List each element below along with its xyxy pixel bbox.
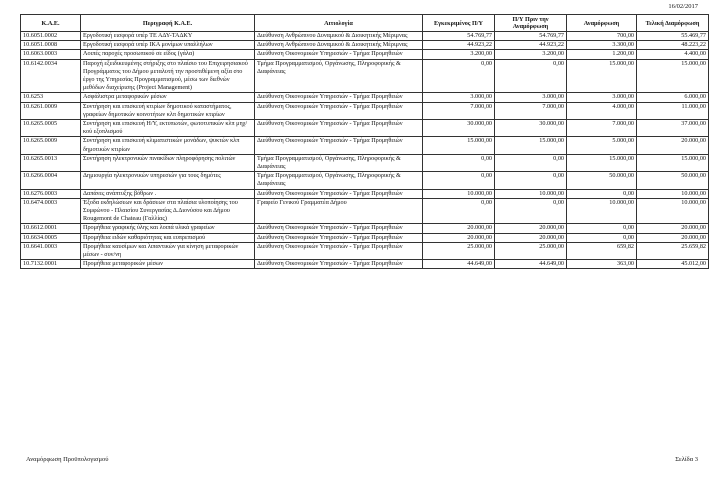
table-row <box>21 154 709 171</box>
cell-before: 25.000,00 <box>495 242 567 259</box>
cell-description: Παροχή εξειδικευμένης στήριξης στο πλαίσιο του Επιχειρησιακού Προγράμματος του Δήμου μεταλυτή την προστιθέμενη αξία στο έργο της Υπηρεσίας Προγραμματισμού, μέσω των διεθνών μεθόδων διαχείρισης (Project Management) <box>81 59 255 93</box>
column-header-kae: Κ.Α.Ε. <box>21 15 81 32</box>
cell-description: Συντήρηση ηλεκτρονικών πινακίδων πληροφόρησης πολιτών <box>81 154 255 171</box>
cell-approved: 0,00 <box>423 59 495 93</box>
table-row <box>21 260 709 269</box>
cell-responsible: Διεύθυνση Οικονομικών Υπηρεσιών - Τμήμα Προμηθειών <box>255 50 423 59</box>
cell-responsible: Διεύθυνση Οικονομικών Υπηρεσιών - Τμήμα Προμηθειών <box>255 233 423 242</box>
cell-approved: 25.000,00 <box>423 242 495 259</box>
cell-description: Προμήθεια ειδών καθαριότητας και ευπρεπισμού <box>81 233 255 242</box>
cell-kae: 10.6641.0003 <box>21 242 81 259</box>
cell-kae: 10.6265.0013 <box>21 154 81 171</box>
cell-description: Δημιουργία ηλεκτρονικών υπηρεσιών για τους δημότες <box>81 172 255 189</box>
table-row <box>21 32 709 41</box>
cell-responsible: Γραφείο Γενικού Γραμματέα Δήμου <box>255 198 423 224</box>
cell-responsible: Τμήμα Προγραμματισμού, Οργάνωσης, Πληροφορικής & Διαφάνειας <box>255 172 423 189</box>
cell-approved: 15.000,00 <box>423 137 495 154</box>
cell-before: 44.649,00 <box>495 260 567 269</box>
cell-description: Συντήρηση και επισκευή Η/Υ, εκτυπωτών, φωτοτυπικών κλπ μηχ/κού εξοπλισμού <box>81 120 255 137</box>
cell-change: 50.000,00 <box>567 172 637 189</box>
cell-description: Εργοδοτική εισφορά υπέρ ΤΕ ΑΔΥ-ΤΑΔΚΥ <box>81 32 255 41</box>
cell-description: Ασφάλιστρα μεταφορικών μέσων <box>81 93 255 102</box>
table-row <box>21 102 709 119</box>
cell-responsible: Διεύθυνση Οικονομικών Υπηρεσιών - Τμήμα Προμηθειών <box>255 120 423 137</box>
cell-responsible: Διεύθυνση Οικονομικών Υπηρεσιών - Τμήμα Προμηθειών <box>255 93 423 102</box>
cell-description: Προμήθεια καυσίμων και λιπαντικών για κίνηση μεταφορικών μέσων - συν/νη <box>81 242 255 259</box>
cell-final: 6.000,00 <box>637 93 709 102</box>
cell-responsible: Διεύθυνση Οικονομικών Υπηρεσιών - Τμήμα Προμηθειών <box>255 224 423 233</box>
column-header-approved: Εγκεκριμένος Π/Υ <box>423 15 495 32</box>
cell-final: 20.000,00 <box>637 233 709 242</box>
cell-final: 10.000,00 <box>637 189 709 198</box>
cell-change: 3.300,00 <box>567 41 637 50</box>
cell-approved: 30.000,00 <box>423 120 495 137</box>
footer-title: Αναμόρφωση Προϋπολογισμού <box>26 456 109 463</box>
cell-change: 363,00 <box>567 260 637 269</box>
cell-change: 659,82 <box>567 242 637 259</box>
cell-before: 3.000,00 <box>495 93 567 102</box>
cell-change: 700,00 <box>567 32 637 41</box>
page-number: Σελίδα 3 <box>675 456 698 463</box>
cell-final: 4.400,00 <box>637 50 709 59</box>
table-row <box>21 59 709 93</box>
cell-kae: 10.6253 <box>21 93 81 102</box>
cell-before: 15.000,00 <box>495 137 567 154</box>
table-row <box>21 50 709 59</box>
cell-responsible: Διεύθυνση Ανθρώπινου Δυναμικού & Διοικητικής Μέριμνας <box>255 41 423 50</box>
cell-responsible: Διεύθυνση Ανθρώπινου Δυναμικού & Διοικητικής Μέριμνας <box>255 32 423 41</box>
cell-final: 50.000,00 <box>637 172 709 189</box>
cell-approved: 0,00 <box>423 172 495 189</box>
cell-change: 7.000,00 <box>567 120 637 137</box>
cell-final: 45.012,00 <box>637 260 709 269</box>
cell-kae: 10.6474.0003 <box>21 198 81 224</box>
column-header-final: Τελική Διαμόρφωση <box>637 15 709 32</box>
cell-responsible: Διεύθυνση Οικονομικών Υπηρεσιών - Τμήμα Προμηθειών <box>255 242 423 259</box>
table-row <box>21 224 709 233</box>
cell-responsible: Τμήμα Προγραμματισμού, Οργάνωσης, Πληροφορικής & Διαφάνειας <box>255 154 423 171</box>
cell-responsible: Διεύθυνση Οικονομικών Υπηρεσιών - Τμήμα Προμηθειών <box>255 260 423 269</box>
cell-approved: 10.000,00 <box>423 189 495 198</box>
cell-change: 15.000,00 <box>567 154 637 171</box>
cell-before: 0,00 <box>495 198 567 224</box>
cell-kae: 10.6265.0009 <box>21 137 81 154</box>
cell-change: 4.000,00 <box>567 102 637 119</box>
table-row <box>21 41 709 50</box>
cell-final: 48.223,22 <box>637 41 709 50</box>
cell-approved: 0,00 <box>423 198 495 224</box>
table-header-row <box>21 15 709 32</box>
table-row <box>21 198 709 224</box>
page-date: 16/02/2017 <box>668 3 698 10</box>
cell-change: 3.000,00 <box>567 93 637 102</box>
cell-final: 11.000,00 <box>637 102 709 119</box>
cell-final: 10.000,00 <box>637 198 709 224</box>
cell-approved: 7.000,00 <box>423 102 495 119</box>
column-header-description: Περιγραφή Κ.Α.Ε. <box>81 15 255 32</box>
cell-description: Προμήθεια γραφικής ύλης και λοιπά υλικά γραφείων <box>81 224 255 233</box>
table-row <box>21 189 709 198</box>
column-header-change: Αναμόρφωση <box>567 15 637 32</box>
cell-approved: 20.000,00 <box>423 233 495 242</box>
cell-before: 0,00 <box>495 59 567 93</box>
cell-before: 20.000,00 <box>495 224 567 233</box>
table-row <box>21 172 709 189</box>
cell-description: Συντήρηση και επισκευή κτιρίων δημοτικού καταστήματος, γραφείων δημοτικών κοινοτήτων κλπ δημοτικών κτιρίων <box>81 102 255 119</box>
cell-kae: 10.6063.0003 <box>21 50 81 59</box>
cell-before: 0,00 <box>495 172 567 189</box>
cell-kae: 10.6051.0002 <box>21 32 81 41</box>
table-row <box>21 93 709 102</box>
cell-before: 44.923,22 <box>495 41 567 50</box>
cell-final: 55.469,77 <box>637 32 709 41</box>
cell-before: 10.000,00 <box>495 189 567 198</box>
cell-final: 20.000,00 <box>637 137 709 154</box>
cell-approved: 44.649,00 <box>423 260 495 269</box>
cell-change: 10.000,00 <box>567 198 637 224</box>
cell-final: 15.000,00 <box>637 59 709 93</box>
cell-description: Συντήρηση και επισκευή κλιματιστικών μονάδων, ψυκτών κλπ δημοτικών κτιρίων <box>81 137 255 154</box>
cell-description: Εργοδοτική εισφορά υπέρ ΙΚΑ μονίμων υπαλλήλων <box>81 41 255 50</box>
cell-approved: 3.000,00 <box>423 93 495 102</box>
cell-description: Προμήθεια μεταφορικών μέσων <box>81 260 255 269</box>
cell-change: 5.000,00 <box>567 137 637 154</box>
cell-before: 7.000,00 <box>495 102 567 119</box>
table-row <box>21 233 709 242</box>
table-row <box>21 242 709 259</box>
cell-responsible: Τμήμα Προγραμματισμού, Οργάνωσης, Πληροφορικής & Διαφάνειας <box>255 59 423 93</box>
cell-change: 15.000,00 <box>567 59 637 93</box>
cell-kae: 10.6276.0003 <box>21 189 81 198</box>
cell-change: 0,00 <box>567 233 637 242</box>
cell-before: 3.200,00 <box>495 50 567 59</box>
column-header-before: Π/Υ Πριν την Αναμόρφωση <box>495 15 567 32</box>
cell-before: 20.000,00 <box>495 233 567 242</box>
cell-change: 1.200,00 <box>567 50 637 59</box>
cell-kae: 10.7132.0001 <box>21 260 81 269</box>
cell-description: Δαπάνες ανάπτυξης βόθρων . <box>81 189 255 198</box>
cell-final: 37.000,00 <box>637 120 709 137</box>
table-row <box>21 137 709 154</box>
cell-kae: 10.6142.0034 <box>21 59 81 93</box>
cell-change: 0,00 <box>567 224 637 233</box>
cell-final: 15.000,00 <box>637 154 709 171</box>
cell-description: Λοιπές παροχές προσωπικού σε είδος (γάλα) <box>81 50 255 59</box>
cell-approved: 54.769,77 <box>423 32 495 41</box>
cell-kae: 10.6265.0005 <box>21 120 81 137</box>
cell-change: 0,00 <box>567 189 637 198</box>
cell-kae: 10.6634.0005 <box>21 233 81 242</box>
cell-kae: 10.6266.0004 <box>21 172 81 189</box>
cell-before: 0,00 <box>495 154 567 171</box>
column-header-responsible: Αιτιολογία <box>255 15 423 32</box>
cell-responsible: Διεύθυνση Οικονομικών Υπηρεσιών - Τμήμα Προμηθειών <box>255 102 423 119</box>
cell-description: Έξοδα εκδηλώσεων και δράσεων στα πλαίσια υλοποίησης του Συμφώνου - Πλαισίου Συνεργασίας Δ.Διονύσου και Δήμου Rougemont de Chateau (Γαλλίας) <box>81 198 255 224</box>
cell-kae: 10.6051.0008 <box>21 41 81 50</box>
cell-kae: 10.6612.0001 <box>21 224 81 233</box>
cell-approved: 3.200,00 <box>423 50 495 59</box>
cell-final: 25.659,82 <box>637 242 709 259</box>
cell-responsible: Διεύθυνση Οικονομικών Υπηρεσιών - Τμήμα Προμηθειών <box>255 137 423 154</box>
cell-before: 54.769,77 <box>495 32 567 41</box>
cell-final: 20.000,00 <box>637 224 709 233</box>
budget-table <box>20 14 709 269</box>
cell-approved: 20.000,00 <box>423 224 495 233</box>
cell-responsible: Διεύθυνση Οικονομικών Υπηρεσιών - Τμήμα Προμηθειών <box>255 189 423 198</box>
cell-approved: 44.923,22 <box>423 41 495 50</box>
table-row <box>21 120 709 137</box>
cell-before: 30.000,00 <box>495 120 567 137</box>
cell-kae: 10.6261.0009 <box>21 102 81 119</box>
cell-approved: 0,00 <box>423 154 495 171</box>
